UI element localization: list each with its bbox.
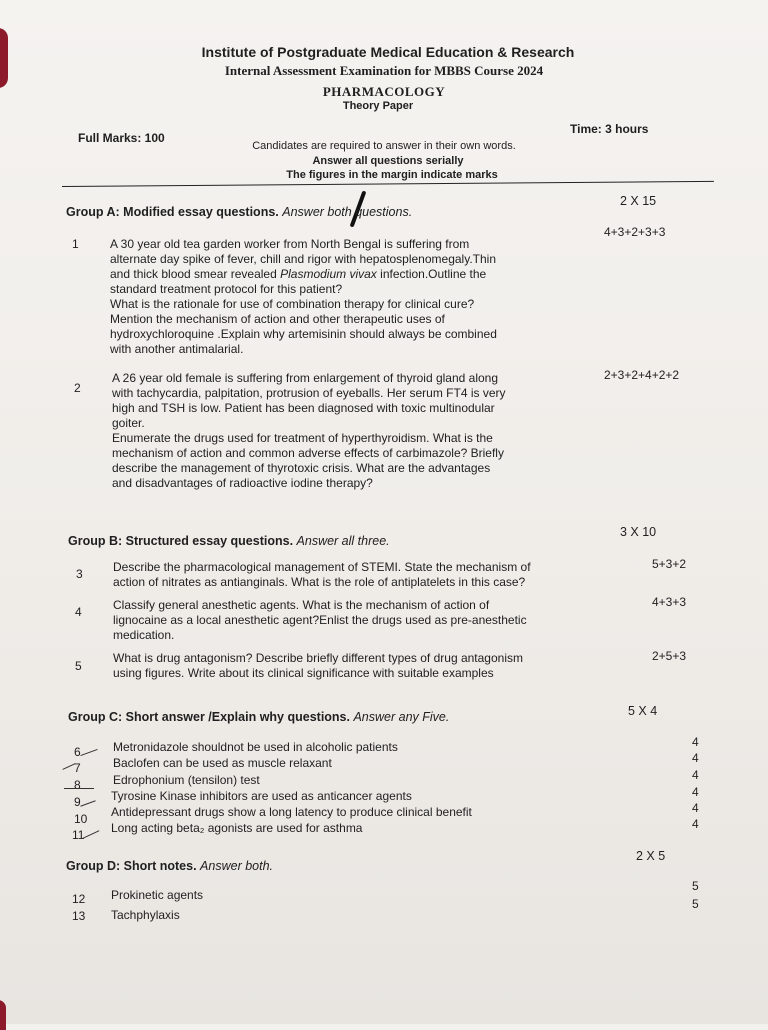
- group-c-title: Group C: Short answer /Explain why questions.: [68, 710, 350, 724]
- question-marks: 4: [692, 768, 699, 782]
- question-number: 6: [74, 745, 81, 759]
- group-a-heading: [66, 205, 412, 219]
- group-c-instruction: Answer any Five.: [353, 710, 450, 724]
- question-number: 11: [72, 828, 85, 842]
- question-marks: 5: [692, 879, 699, 893]
- question-marks: 4+3+2+3+3: [604, 225, 666, 239]
- q1-line: What is the rationale for use of combination therapy for clinical cure?: [110, 297, 475, 311]
- q1-organism-name: Plasmodium vivax: [280, 267, 377, 281]
- instruction-own-words: Candidates are required to answer in their own words.: [252, 140, 516, 152]
- question-marks: 5+3+2: [652, 557, 687, 571]
- q1-line: Mention the mechanism of action and other therapeutic uses of: [110, 312, 445, 326]
- question-4-text: [113, 598, 623, 643]
- q2-line: A 26 year old female is suffering from enlargement of thyroid gland along: [112, 371, 499, 385]
- question-number: 1: [72, 237, 79, 251]
- q1-line: standard treatment protocol for this patient?: [110, 282, 343, 296]
- time-allowed: Time: 3 hours: [570, 122, 649, 136]
- subject-title: PHARMACOLOGY: [322, 84, 446, 99]
- question-text: Tachphylaxis: [111, 908, 180, 922]
- q5-line: using figures. Write about its clinical significance with suitable examples: [113, 666, 494, 680]
- question-number: 5: [75, 659, 82, 673]
- question-marks: 4: [692, 751, 699, 765]
- institute-name: Institute of Postgraduate Medical Education & Research: [201, 44, 575, 60]
- handwritten-tick: [80, 749, 97, 756]
- question-number: 10: [74, 812, 88, 826]
- question-1-text: [110, 237, 600, 357]
- q3-line: action of nitrates as antianginals. What is the role of antiplatelets in this case?: [113, 575, 526, 589]
- question-text: Tyrosine Kinase inhibitors are used as anticancer agents: [111, 789, 412, 803]
- question-marks: 2+5+3: [652, 649, 687, 663]
- instruction-margin-marks: The figures in the margin indicate marks: [286, 169, 498, 181]
- group-d-marks: 2 X 5: [636, 849, 666, 863]
- question-text: Baclofen can be used as muscle relaxant: [113, 756, 332, 770]
- question-text: Metronidazole shouldnot be used in alcoholic patients: [113, 740, 398, 754]
- question-number: 13: [72, 909, 86, 923]
- q1-line: alternate day spike of fever, chill and rigor with hepatosplenomegaly.Thin: [110, 252, 496, 266]
- group-c-heading: [68, 710, 449, 724]
- instruction-answer-serially: Answer all questions serially: [312, 155, 464, 167]
- question-marks: 5: [692, 897, 699, 911]
- group-a-title: Group A: Modified essay questions.: [66, 205, 279, 219]
- question-number: 8: [74, 778, 81, 792]
- q2-line: and disadvantages of radioactive iodine therapy?: [112, 476, 373, 490]
- question-2-text: [112, 371, 602, 491]
- question-text: Prokinetic agents: [111, 888, 204, 902]
- q2-line: Enumerate the drugs used for treatment of hyperthyroidism. What is the: [112, 431, 493, 445]
- question-text: Long acting beta₂ agonists are used for asthma: [111, 821, 363, 835]
- q4-line: medication.: [113, 628, 175, 642]
- handwritten-tick: [64, 788, 94, 789]
- question-marks: 4: [692, 801, 699, 815]
- group-c-marks: 5 X 4: [628, 704, 658, 718]
- q2-line: with tachycardia, palpitation, protrusion of eyeballs. Her serum FT4 is very: [112, 386, 506, 400]
- group-b-title: Group B: Structured essay questions.: [68, 534, 294, 548]
- q1-line: hydroxychloroquine .Explain why artemisinin should always be combined: [110, 327, 497, 341]
- q5-line: What is drug antagonism? Describe briefly different types of drug antagonism: [113, 651, 523, 665]
- group-d-instruction: Answer both.: [200, 859, 274, 873]
- group-b-instruction: Answer all three.: [296, 534, 390, 548]
- group-a-marks: 2 X 15: [620, 194, 657, 208]
- red-edge-mark-bottom: [0, 1000, 6, 1030]
- group-d-heading: [66, 859, 273, 873]
- group-b-heading: [68, 534, 390, 548]
- question-marks: 4: [692, 735, 699, 749]
- group-b-marks: 3 X 10: [620, 525, 657, 539]
- question-marks: 4: [692, 817, 699, 831]
- group-a-instruction: Answer both questions.: [282, 205, 413, 219]
- question-number: 9: [74, 795, 81, 809]
- q2-line: describe the management of thyrotoxic crisis. What are the advantages: [112, 461, 491, 475]
- question-text: Edrophonium (tensilon) test: [113, 773, 260, 787]
- question-marks: 4+3+3: [652, 595, 687, 609]
- q1-line: A 30 year old tea garden worker from North Bengal is suffering from: [110, 237, 470, 251]
- question-5-text: [113, 651, 633, 681]
- q1-line: [110, 267, 600, 282]
- q1-text-part: and thick blood smear revealed: [110, 267, 281, 281]
- question-marks: 2+3+2+4+2+2: [604, 368, 680, 382]
- q2-line: goiter.: [112, 416, 145, 430]
- q2-line: mechanism of action and common adverse effects of carbimazole? Briefly: [112, 446, 504, 460]
- question-number: 2: [74, 381, 81, 395]
- exam-title: Internal Assessment Examination for MBBS Course 2024: [224, 63, 544, 78]
- question-text: Antidepressant drugs show a long latency to produce clinical benefit: [111, 805, 472, 819]
- question-3-text: [113, 560, 623, 590]
- q2-line: high and TSH is low. Patient has been diagnosed with toxic multinodular: [112, 401, 495, 415]
- q1-text-part: infection.Outline the: [376, 267, 487, 281]
- q4-line: lignocaine as a local anesthetic agent?Enlist the drugs used as pre-anesthetic: [113, 613, 527, 627]
- question-marks: 4: [692, 785, 699, 799]
- handwritten-tick: [80, 800, 95, 806]
- full-marks: Full Marks: 100: [78, 131, 165, 145]
- q4-line: Classify general anesthetic agents. What is the mechanism of action of: [113, 598, 490, 612]
- handwritten-tick: [83, 830, 100, 839]
- question-number: 7: [74, 761, 81, 775]
- paper-type: Theory Paper: [342, 100, 414, 112]
- question-number: 4: [75, 605, 82, 619]
- question-number: 3: [76, 567, 83, 581]
- q1-line: with another antimalarial.: [110, 342, 244, 356]
- group-d-title: Group D: Short notes.: [66, 859, 197, 873]
- question-number: 12: [72, 892, 86, 906]
- q3-line: Describe the pharmacological management of STEMI. State the mechanism of: [113, 560, 531, 574]
- header-divider: [62, 181, 714, 187]
